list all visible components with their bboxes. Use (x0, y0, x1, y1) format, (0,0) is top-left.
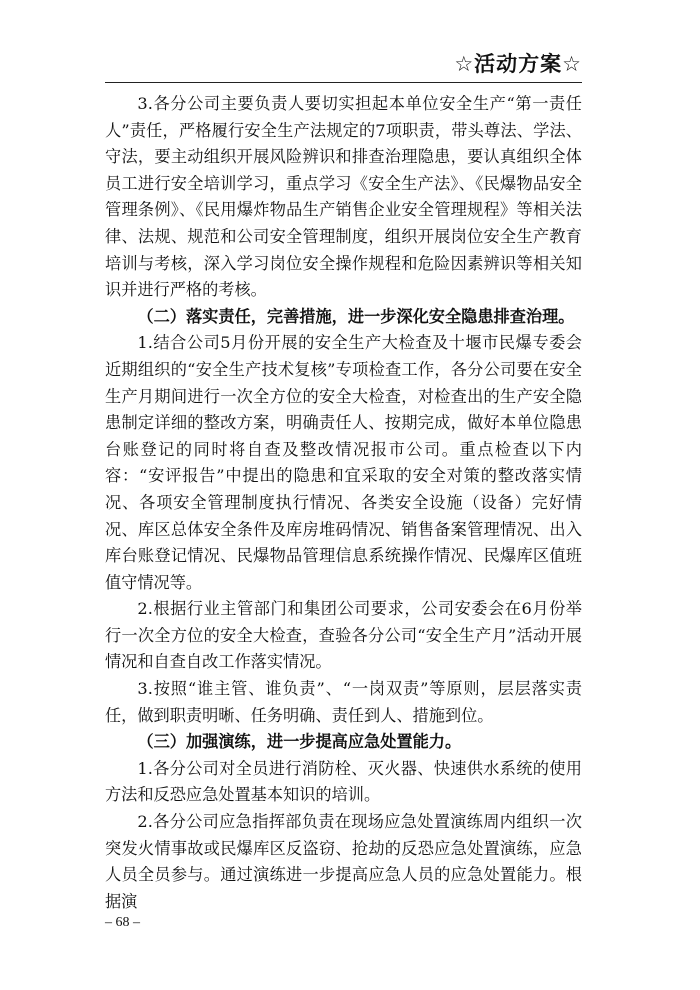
paragraph-committee-check: 2.根据行业主管部门和集团公司要求，公司安委会在6月份举行一次全方位的安全大检查，查验各分公司“安全生产月”活动开展情况和自查自改工作落实情况。 (105, 599, 582, 672)
section-heading-2: （二）落实责任，完善措施，进一步深化安全隐患排查治理。 (137, 306, 575, 326)
section-heading-3: （三）加强演练，进一步提高应急处置能力。 (137, 732, 462, 752)
paragraph-drill: 2.各分公司应急指挥部负责在现场应急处置演练周内组织一次突发火情事故或民爆库区反盗窃、抢劫的反恐应急处置演练，应急人员全员参与。通过演练进一步提高应急人员的应急处置能力。根据演 (105, 812, 582, 911)
page-header (105, 50, 582, 83)
paragraph-training: 1.各分公司对全员进行消防栓、灭火器、快速供水系统的使用方法和反恐应急处置基本知识的培训。 (105, 758, 582, 805)
paragraph-responsibility: 3.各分公司主要负责人要切实担起本单位安全生产“第一责任人”责任，严格履行安全生产法规定的7项职责，带头尊法、学法、守法，要主动组织开展风险辨识和排查治理隐患，要认真组织全体员工进行安全培训学习，重点学习《安全生产法》、《民爆物品安全管理条例》、《民用爆炸物品生产销售企业安全管理规程》等相关法律、法规、规范和公司安全管理制度，组织开展岗位安全生产教育培训与考核，深入学习岗位安全操作规程和危险因素辨识等相关知识并进行严格的考核。 (105, 94, 582, 300)
header-title: ☆活动方案☆ (454, 52, 582, 76)
paragraph-principles: 3.按照“谁主管、谁负责”、“一岗双责”等原则，层层落实责任，做到职责明晰、任务明确、责任到人、措施到位。 (105, 679, 582, 725)
page-number: – 68 – (105, 915, 140, 930)
paragraph-inspection: 1.结合公司5月份开展的安全生产大检查及十堰市民爆专委会近期组织的“安全生产技术复核”专项检查工作，各分公司要在安全生产月期间进行一次全方位的安全大检查，对检查出的生产安全隐患制定详细的整改方案，明确责任人、按期完成，做好本单位隐患台账登记的同时将自查及整改情况报市公司。重点检查以下内容：“安评报告”中提出的隐患和宜采取的安全对策的整改落实情况、各项安全管理制度执行情况、各类安全设施（设备）完好情况、库区总体安全条件及库房堆码情况、销售备案管理情况、出入库台账登记情况、民爆物品管理信息系统操作情况、民爆库区值班值守情况等。 (105, 333, 582, 592)
document-body (105, 91, 582, 915)
